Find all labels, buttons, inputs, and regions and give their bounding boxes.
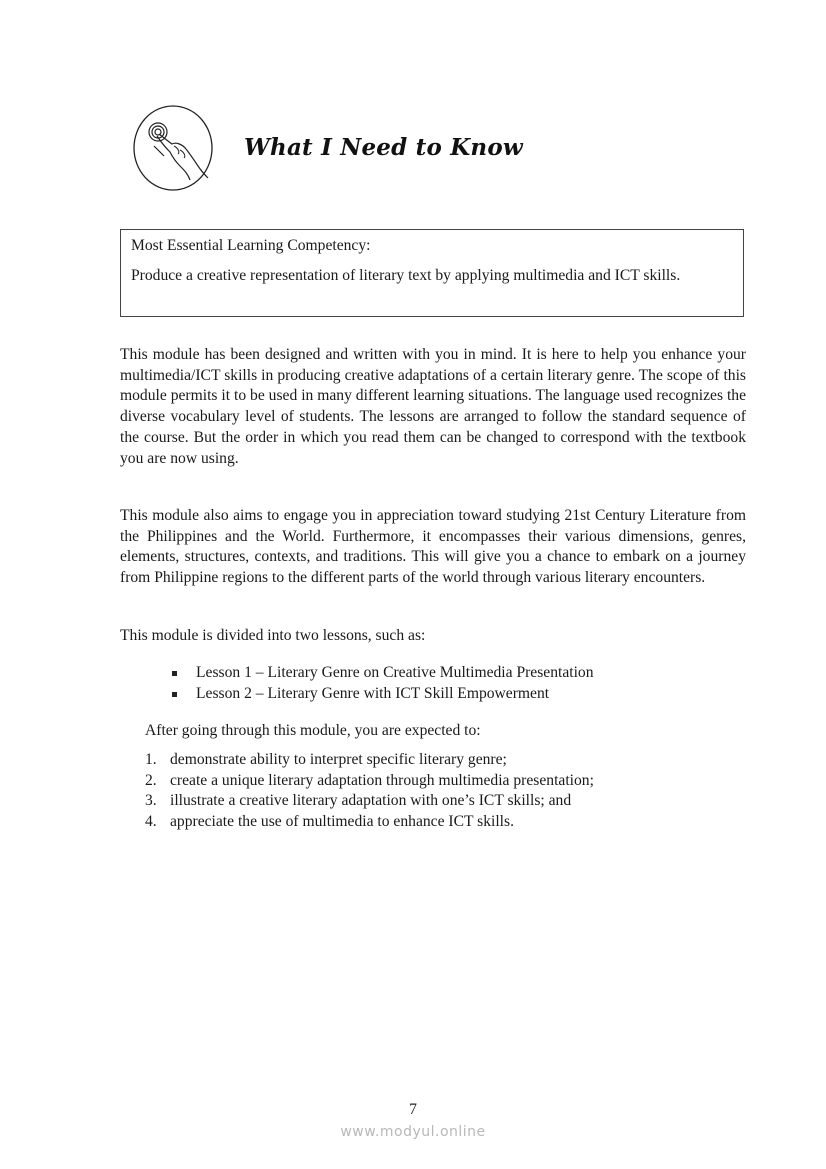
watermark: www.modyul.online <box>340 1124 486 1140</box>
item-number: 4. <box>145 813 157 831</box>
list-item <box>145 791 594 812</box>
section-title: What I Need to Know <box>244 134 523 161</box>
item-text: create a unique literary adaptation through multimedia presentation; <box>170 771 594 789</box>
item-text: demonstrate ability to interpret specific literary genre; <box>170 751 507 768</box>
paragraph-intro <box>120 345 746 469</box>
lessons-list <box>170 663 594 704</box>
item-number: 1. <box>145 751 157 768</box>
bullet-icon <box>172 692 177 697</box>
list-item <box>145 750 594 771</box>
paragraph: This module has been designed and written with you in mind. It is here to help you enhance your multimedia/ICT skills in producing creative adaptations of a certain literary genre. The scope of this module permits it to be used in many different learning situations. The language used recognizes the diverse vocabulary level of students. The lessons are arranged to follow the standard sequence of the course. But the order in which you read them can be changed to correspond with the textbook you are now using. <box>120 346 746 467</box>
list-item <box>170 684 594 705</box>
item-number: 2. <box>145 771 157 789</box>
objectives-intro: After going through this module, you are expected to: <box>145 722 481 739</box>
bullet-icon <box>172 671 177 676</box>
page-number: 7 <box>409 1101 417 1118</box>
lesson-label: Lesson 1 – Literary Genre on Creative Multimedia Presentation <box>196 664 594 681</box>
list-item <box>145 812 594 833</box>
item-text: illustrate a creative literary adaptation with one’s ICT skills; and <box>170 792 572 810</box>
paragraph-lessons-intro <box>120 626 746 647</box>
paragraph: This module is divided into two lessons, such as: <box>120 627 426 644</box>
hand-tap-icon <box>132 104 214 192</box>
list-item <box>170 663 594 684</box>
item-number: 3. <box>145 792 157 810</box>
paragraph: This module also aims to engage you in appreciation toward studying 21st Century Literature from the Philippines and the World. Furthermore, it encompasses their various dimensions, genres, elements, structures, contexts, and traditions. This will give you a chance to embark on a journey from Philippine regions to the different parts of the world through various literary encounters. <box>120 507 746 587</box>
competency-label: Most Essential Learning Competency: <box>131 237 371 254</box>
competency-box <box>120 229 744 317</box>
list-item <box>145 771 594 792</box>
paragraph-aims <box>120 506 746 589</box>
item-text: appreciate the use of multimedia to enhance ICT skills. <box>170 813 514 831</box>
lesson-label: Lesson 2 – Literary Genre with ICT Skill Empowerment <box>196 684 550 702</box>
competency-text: Produce a creative representation of literary text by applying multimedia and ICT skills. <box>131 267 681 284</box>
objectives-list <box>145 750 594 833</box>
